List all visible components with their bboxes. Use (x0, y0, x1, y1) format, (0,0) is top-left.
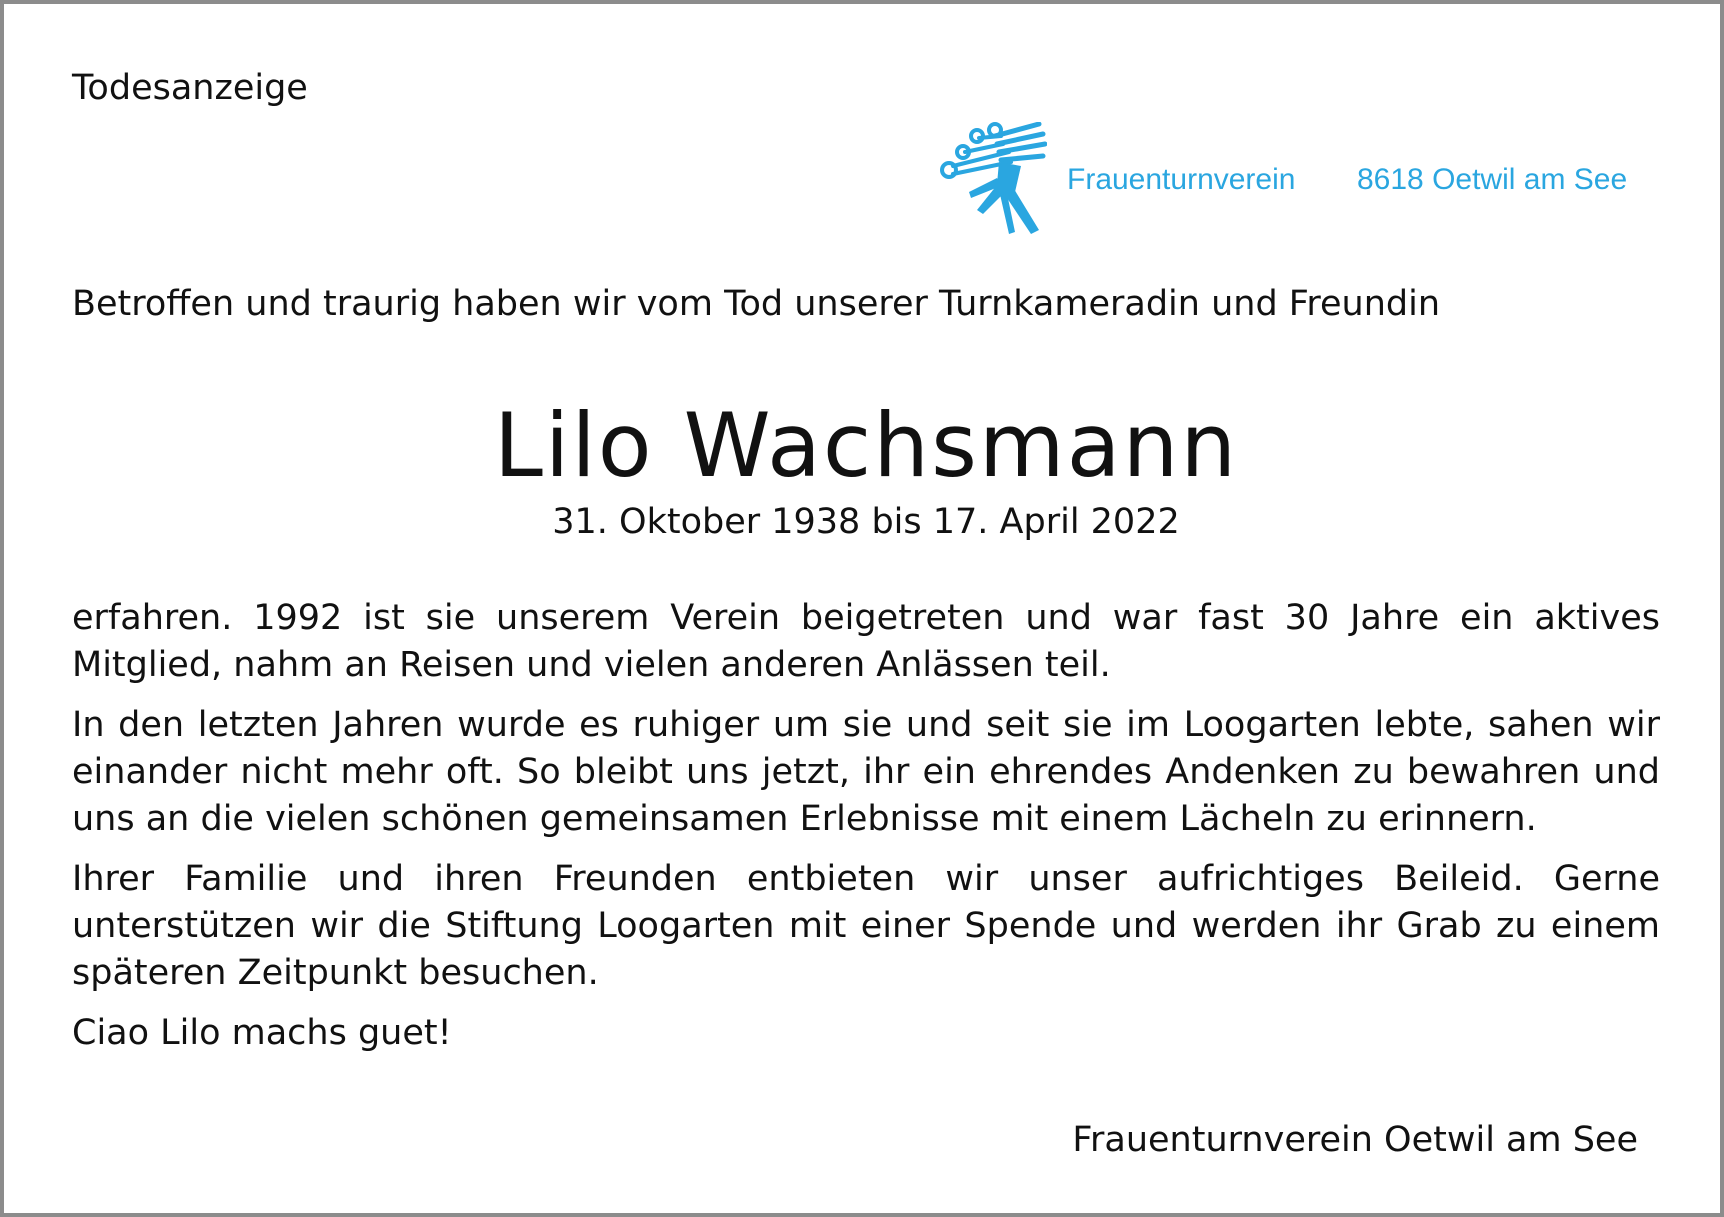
organization-logo-name: Frauenturnverein (1067, 163, 1296, 196)
notice-body (72, 595, 1660, 1070)
notice-heading: Todesanzeige (72, 68, 308, 108)
life-dates: 31. Oktober 1938 bis 17. April 2022 (552, 502, 1180, 542)
gymnast-figure-icon (939, 122, 1047, 235)
body-paragraph: Ihrer Familie und ihren Freunden entbieten wir unser aufrichtiges Beileid. Gerne unterstützen wir die Stiftung Loogarten mit einer Spende und werden ihr Grab zu einem späteren Zeitpunkt besuchen. (72, 859, 1660, 993)
body-paragraph: In den letzten Jahren wurde es ruhiger um sie und seit sie im Loogarten lebte, sahen wir einander nicht mehr oft. So bleibt uns jetzt, ihr ein ehrendes Andenken zu bewahren und uns an die vielen schönen gemeinsamen Erlebnisse mit einem Lächeln zu erinnern. (72, 705, 1660, 839)
body-paragraph: Ciao Lilo machs guet! (72, 1013, 452, 1053)
intro-text: Betroffen und traurig haben wir vom Tod unserer Turnkameradin und Freundin (72, 284, 1441, 324)
organization-logo-place: 8618 Oetwil am See (1357, 163, 1628, 196)
deceased-name: Lilo Wachsmann (493, 394, 1239, 497)
organization-logo (939, 122, 1659, 237)
signature: Frauenturnverein Oetwil am See (1072, 1120, 1638, 1160)
body-paragraph: erfahren. 1992 ist sie unserem Verein beigetreten und war fast 30 Jahre ein aktives Mitglied, nahm an Reisen und vielen anderen Anlässen teil. (72, 598, 1660, 685)
